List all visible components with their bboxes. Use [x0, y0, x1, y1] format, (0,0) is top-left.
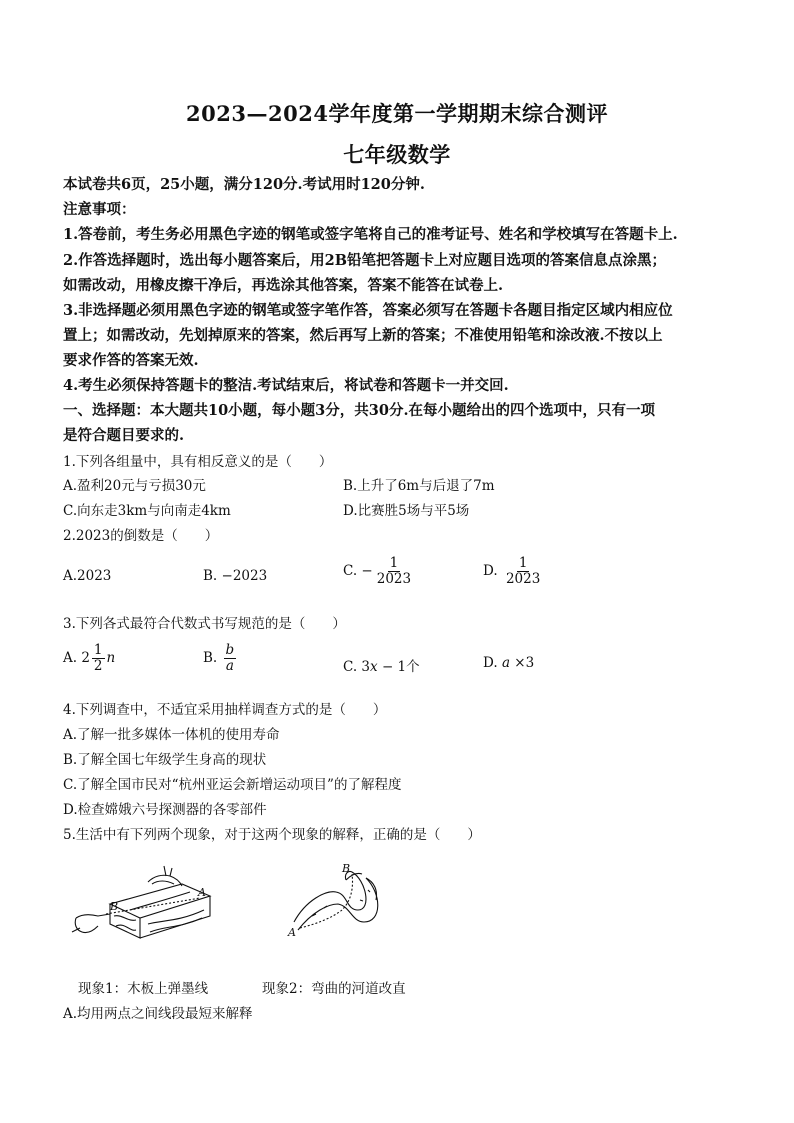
question-2-option-d: D. $\frac{1}{2023}$ [483, 555, 541, 587]
figure-2-label-a: A [288, 926, 296, 939]
question-1-option-a: A.盈利20元与亏损30元 [63, 478, 206, 494]
exam-subtitle: 七年级数学 [343, 142, 451, 167]
question-2-option-a: A.2023 [63, 568, 112, 584]
section-heading-line-2: 是符合题目要求的. [63, 427, 185, 444]
figure-2-label-b: B [342, 862, 351, 875]
question-4-stem: 4.下列调查中，不适宜采用抽样调查方式的是（ ） [63, 702, 387, 718]
fraction: $\frac{b}{a}$ [225, 642, 235, 674]
notice-label: 注意事项： [63, 201, 136, 218]
question-3-option-c: C. 3x − 1个 [343, 659, 420, 675]
question-4-option-c: C.了解全国市民对“杭州亚运会新增运动项目”的了解程度 [63, 777, 402, 793]
note-line-6: 要求作答的答案无效. [63, 352, 199, 369]
question-4-option-b: B.了解全国七年级学生身高的现状 [63, 752, 267, 768]
question-5-stem: 5.生活中有下列两个现象，对于这两个现象的解释，正确的是（ ） [63, 827, 481, 843]
fraction: $\frac{1}{2023}$ [376, 555, 412, 587]
question-1-option-b: B.上升了6m与后退了7m [343, 478, 495, 494]
note-line-2: 2.作答选择题时，选出每小题答案后，用2B铅笔把答题卡上对应题目选项的答案信息点涂黑； [63, 252, 666, 269]
question-1-option-c: C.向东走3km与向南走4km [63, 503, 231, 519]
figure-1-label-a: A [198, 886, 206, 899]
exam-summary: 本试卷共6页，25小题，满分120分.考试用时120分钟. [63, 176, 425, 193]
section-heading-line-1: 一、选择题：本大题共10小题，每小题3分，共30分.在每小题给出的四个选项中，只有一项 [63, 402, 655, 419]
question-1-option-d: D.比赛胜5场与平5场 [343, 503, 470, 519]
note-line-5: 置上；如需改动，先划掉原来的答案，然后再写上新的答案；不准使用铅笔和涂改液.不按以上 [63, 327, 663, 344]
note-line-7: 4.考生必须保持答题卡的整洁.考试结束后，将试卷和答题卡一并交回. [63, 377, 509, 394]
note-line-1: 1.答卷前，考生务必用黑色字迹的钢笔或签字笔将自己的准考证号、姓名和学校填写在答题卡上. [63, 226, 678, 243]
question-2-stem: 2.2023的倒数是（ ） [63, 528, 219, 544]
exam-title: 2023—2024学年度第一学期期末综合测评 [186, 101, 608, 126]
fraction: $\frac{1}{2}$ [93, 642, 103, 674]
figure-wood-board-chalk-line [70, 862, 230, 950]
question-2-option-b: B. −2023 [203, 568, 268, 584]
question-3-stem: 3.下列各式最符合代数式书写规范的是（ ） [63, 616, 346, 632]
question-3-option-d: D. a ×3 [483, 655, 535, 671]
figure-1-label-b: B [110, 900, 119, 913]
figure-river-straightened [286, 860, 416, 950]
note-line-3: 如需改动，用橡皮擦干净后，再选涂其他答案，答案不能答在试卷上. [63, 277, 504, 294]
figure-1-caption: 现象1：木板上弹墨线 [78, 981, 209, 997]
question-4-option-a: A.了解一批多媒体一体机的使用寿命 [63, 727, 280, 743]
question-4-option-d: D.检查嫦娥六号探测器的各零部件 [63, 802, 267, 818]
question-1-stem: 1.下列各组量中，具有相反意义的是（ ） [63, 454, 333, 470]
note-line-4: 3.非选择题必须用黑色字迹的钢笔或签字笔作答，答案必须写在答题卡各题目指定区域内相应位 [63, 302, 673, 319]
question-3-option-b: B. $\frac{b}{a}$ [203, 642, 235, 674]
figure-2-caption: 现象2：弯曲的河道改直 [262, 981, 406, 997]
question-3-option-a: A. 2 $\frac{1}{2}$ n [63, 642, 116, 674]
fraction: $\frac{1}{2023}$ [505, 555, 541, 587]
question-2-option-c: C. − $\frac{1}{2023}$ [343, 555, 412, 587]
question-5-option-a: A.均用两点之间线段最短来解释 [63, 1006, 253, 1022]
